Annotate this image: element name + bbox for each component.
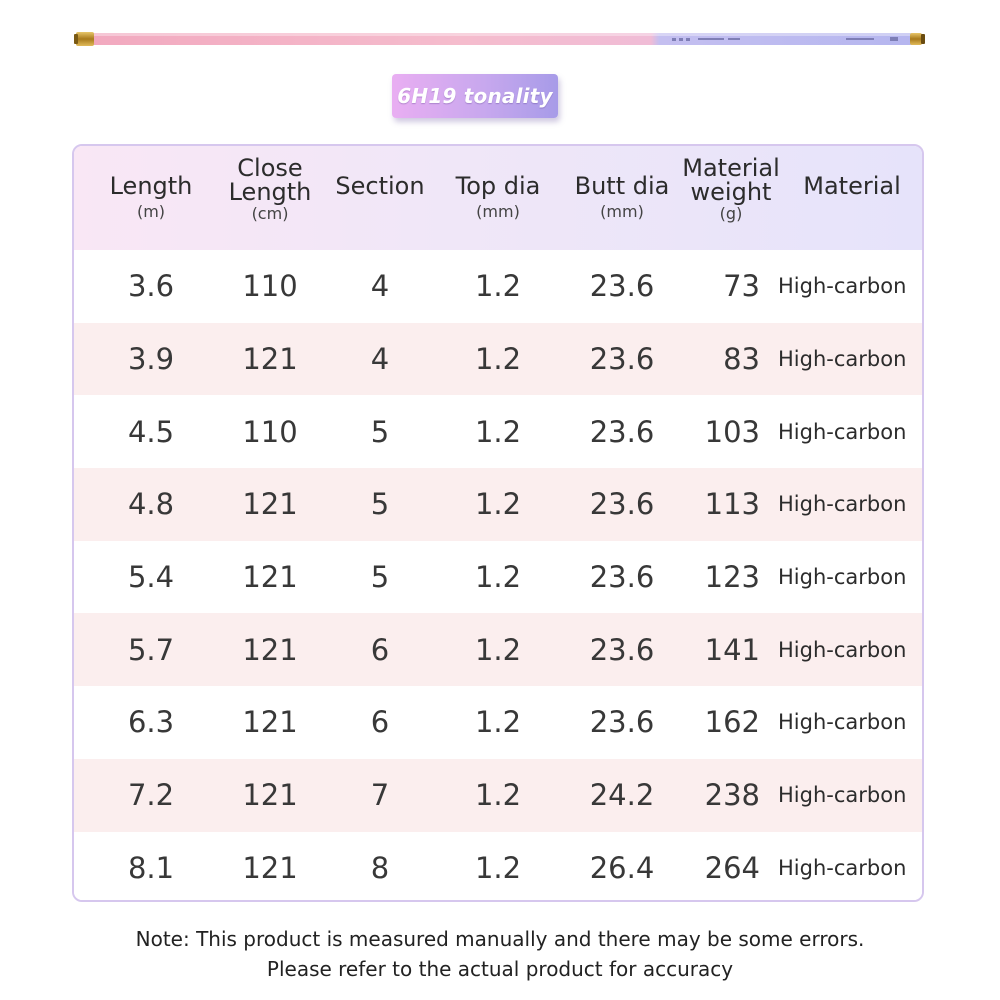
table-cell: 4 xyxy=(370,269,390,304)
table-cell: 121 xyxy=(242,487,298,522)
table-cell: 4 xyxy=(370,342,390,377)
table-cell: 113 xyxy=(704,487,760,522)
table-cell: High-carbon xyxy=(778,347,907,372)
table-cell: 123 xyxy=(704,560,760,595)
table-cell: 23.6 xyxy=(589,705,655,740)
header-unit: (mm) xyxy=(600,202,644,221)
table-cell: 23.6 xyxy=(589,487,655,522)
note-line-2: Please refer to the actual product for accuracy xyxy=(266,957,734,981)
table-cell: 6 xyxy=(370,632,390,667)
header-unit: (cm) xyxy=(251,204,289,223)
table-cell: 5 xyxy=(370,414,390,449)
header-butt-dia xyxy=(564,146,680,250)
table-cell: 1.2 xyxy=(474,778,522,813)
table-row xyxy=(74,250,922,323)
table-cell: 238 xyxy=(704,778,760,813)
table-cell: 1.2 xyxy=(474,269,522,304)
header-title: Length xyxy=(109,172,193,200)
table-cell: 110 xyxy=(242,269,298,304)
table-row xyxy=(74,686,922,759)
header-material xyxy=(778,144,924,238)
table-cell: 1.2 xyxy=(474,487,522,522)
measurement-note xyxy=(0,924,1000,984)
spec-table xyxy=(72,144,924,902)
header-unit: (mm) xyxy=(476,202,520,221)
table-cell: 121 xyxy=(242,778,298,813)
table-row xyxy=(74,541,922,614)
table-cell: 23.6 xyxy=(589,342,655,377)
table-cell: High-carbon xyxy=(778,637,907,662)
header-title: Material xyxy=(803,172,901,200)
table-row xyxy=(74,323,922,396)
table-cell: 73 xyxy=(723,269,760,304)
header-unit: (m) xyxy=(136,202,166,221)
header-length xyxy=(94,146,208,250)
table-cell: High-carbon xyxy=(778,274,907,299)
rod-icon xyxy=(74,30,926,48)
header-title: Close Length xyxy=(228,154,312,206)
table-cell: 8.1 xyxy=(127,850,175,885)
table-cell: 7.2 xyxy=(127,778,175,813)
table-cell: High-carbon xyxy=(778,565,907,590)
table-cell: High-carbon xyxy=(778,492,907,517)
header-title: Section xyxy=(335,172,425,200)
note-line-1: Note: This product is measured manually and there may be some errors. xyxy=(135,927,865,951)
table-cell: 83 xyxy=(723,342,760,377)
table-row xyxy=(74,395,922,468)
table-cell: 110 xyxy=(242,414,298,449)
table-cell: 5 xyxy=(370,560,390,595)
table-cell: High-carbon xyxy=(778,855,907,880)
tonality-badge-label: 6H19 tonality xyxy=(397,84,553,108)
table-cell: 26.4 xyxy=(589,850,655,885)
table-cell: 6.3 xyxy=(127,705,175,740)
header-unit: (g) xyxy=(719,204,743,223)
table-cell: 103 xyxy=(704,414,760,449)
table-cell: 3.9 xyxy=(127,342,175,377)
header-title: Top dia xyxy=(455,172,541,200)
table-cell: 141 xyxy=(704,632,760,667)
table-cell: High-carbon xyxy=(778,783,907,808)
fishing-rod-image xyxy=(74,30,926,48)
header-title: Material weight xyxy=(682,154,780,206)
table-cell: 162 xyxy=(704,705,760,740)
header-section xyxy=(324,144,436,238)
table-row xyxy=(74,832,922,903)
table-cell: 121 xyxy=(242,560,298,595)
table-cell: 23.6 xyxy=(589,414,655,449)
table-header xyxy=(74,146,922,250)
table-cell: 264 xyxy=(704,850,760,885)
table-cell: 4.5 xyxy=(127,414,175,449)
table-cell: 24.2 xyxy=(589,778,655,813)
header-title: Butt dia xyxy=(574,172,670,200)
table-cell: 1.2 xyxy=(474,342,522,377)
table-cell: 8 xyxy=(370,850,390,885)
header-top-dia xyxy=(442,146,554,250)
table-cell: 1.2 xyxy=(474,632,522,667)
table-cell: 3.6 xyxy=(127,269,175,304)
table-cell: 4.8 xyxy=(127,487,175,522)
table-cell: 1.2 xyxy=(474,414,522,449)
table-row xyxy=(74,613,922,686)
table-cell: 121 xyxy=(242,705,298,740)
table-cell: High-carbon xyxy=(778,419,907,444)
table-cell: 23.6 xyxy=(589,560,655,595)
table-row xyxy=(74,468,922,541)
table-cell: 5.4 xyxy=(127,560,175,595)
table-body xyxy=(74,250,922,902)
table-cell: 7 xyxy=(370,778,390,813)
table-cell: 5 xyxy=(370,487,390,522)
table-cell: 1.2 xyxy=(474,705,522,740)
table-cell: High-carbon xyxy=(778,710,907,735)
table-row xyxy=(74,759,922,832)
header-close-length xyxy=(210,144,330,242)
table-cell: 6 xyxy=(370,705,390,740)
table-cell: 23.6 xyxy=(589,269,655,304)
table-cell: 23.6 xyxy=(589,632,655,667)
table-cell: 5.7 xyxy=(127,632,175,667)
header-material-weight xyxy=(678,144,784,242)
table-cell: 121 xyxy=(242,632,298,667)
table-cell: 1.2 xyxy=(474,560,522,595)
table-cell: 121 xyxy=(242,850,298,885)
table-cell: 121 xyxy=(242,342,298,377)
table-cell: 1.2 xyxy=(474,850,522,885)
tonality-badge xyxy=(392,74,558,118)
